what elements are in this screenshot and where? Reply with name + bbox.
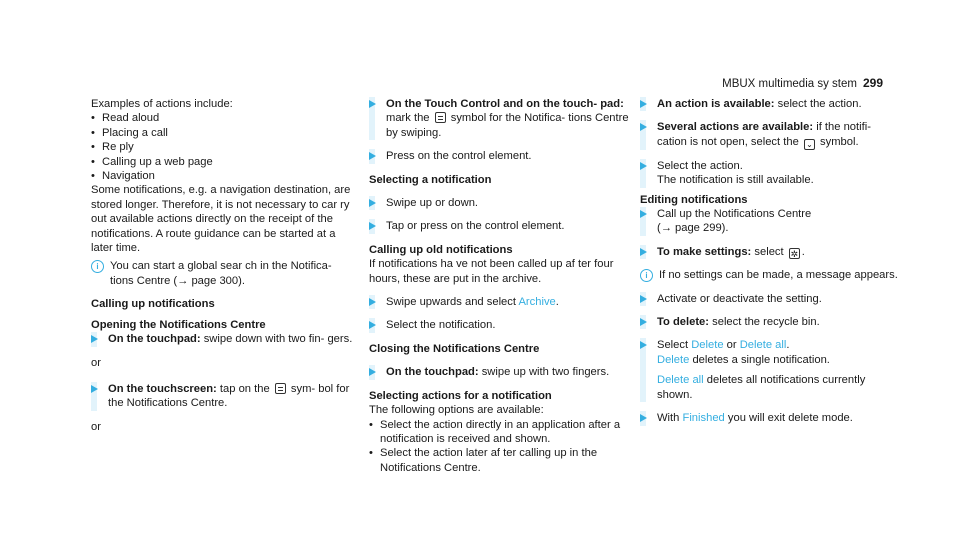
step: Several actions are available: if the notifi- cation is not open, select the ⌄ symbol. <box>640 120 902 149</box>
step: Select the action. The notification is still available. <box>640 159 902 188</box>
delete-all-link[interactable]: Delete all <box>739 339 787 352</box>
page-number: 299 <box>862 76 883 90</box>
arrow-icon <box>640 341 647 349</box>
paragraph: Some notifications, e.g. a navigation destination, are stored longer. Therefore, it is not necessary to car ry out available actions directly on the receipt of the notifications. A route guidance can be started at a later time. <box>91 184 351 255</box>
notifications-icon <box>435 112 446 123</box>
arrow-icon <box>369 100 376 108</box>
arrow-icon <box>640 210 647 218</box>
step: Activate or deactivate the setting. <box>640 292 902 306</box>
or-text: or <box>91 420 101 433</box>
heading-select: Selecting a notification <box>369 173 492 186</box>
delete-link[interactable]: Delete <box>691 339 724 352</box>
notifications-icon <box>275 383 286 394</box>
step: To make settings: select ✲ . <box>640 245 902 259</box>
arrow-icon <box>640 295 647 303</box>
note: i You can start a global sear ch in the Notifica- tions Centre (→ page 300). <box>91 259 353 288</box>
paragraph: If notifications ha ve not been called up af ter four hours, these are put in the archive. <box>369 258 614 285</box>
step: Swipe up or down. <box>369 196 631 210</box>
list-item: • Placing a call <box>91 126 353 140</box>
list-item: • Select the action later af ter calling up in the Notifications Centre. <box>369 446 631 475</box>
step: On the touchpad: swipe up with two fingers. <box>369 365 631 379</box>
arrow-icon <box>91 385 98 393</box>
list-item: • Re ply <box>91 140 353 154</box>
arrow-icon <box>640 318 647 326</box>
info-icon: i <box>91 260 104 273</box>
arrow-icon <box>91 335 98 343</box>
delete-all-link[interactable]: Delete all <box>657 374 704 387</box>
step: Call up the Notifications Centre (→ page 299). <box>640 207 902 236</box>
list-item: • Read aloud <box>91 111 353 125</box>
arrow-icon <box>369 368 376 376</box>
step: Select the notification. <box>369 318 631 332</box>
heading-edit: Editing notifications <box>640 193 748 206</box>
column-2 <box>369 97 631 475</box>
heading-closing: Closing the Notifications Centre <box>369 342 540 355</box>
column-3 <box>640 97 902 435</box>
arrow-icon <box>640 248 647 256</box>
or-text: or <box>91 356 101 369</box>
step: An action is available: select the action. <box>640 97 902 111</box>
heading-actions: Selecting actions for a notification <box>369 389 552 402</box>
arrow-icon <box>369 152 376 160</box>
info-icon: i <box>640 269 653 282</box>
list-item: • Calling up a web page <box>91 155 353 169</box>
step: Tap or press on the control element. <box>369 219 631 233</box>
arrow-icon <box>369 298 376 306</box>
arrow-icon <box>640 100 647 108</box>
list-item: • Select the action directly in an application after a notification is received and shown. <box>369 418 631 447</box>
arrow-icon <box>640 414 647 422</box>
arrow-icon <box>369 199 376 207</box>
arrow-icon <box>640 123 647 131</box>
heading-calling: Calling up notifications <box>91 298 215 311</box>
heading-old: Calling up old notifications <box>369 243 513 256</box>
step: On the touchscreen: tap on the sym- bol for the Notifications Centre. <box>91 382 353 411</box>
step: Select Delete or Delete all. Delete deletes a single notification. Delete all deletes all notifications currently shown. <box>640 338 902 402</box>
step: With Finished you will exit delete mode. <box>640 411 902 425</box>
arrow-icon <box>369 222 376 230</box>
arrow-icon <box>640 162 647 170</box>
intro-text: Examples of actions include: <box>91 98 233 110</box>
paragraph: The following options are available: <box>369 404 544 417</box>
step: On the touchpad: swipe down with two fin- gers. <box>91 332 353 346</box>
delete-link[interactable]: Delete <box>657 353 690 366</box>
step: To delete: select the recycle bin. <box>640 315 902 329</box>
settings-icon: ✲ <box>790 248 799 259</box>
note: i If no settings can be made, a message appears. <box>640 268 902 282</box>
step: Press on the control element. <box>369 149 631 163</box>
heading-opening: Opening the Notifications Centre <box>91 318 266 331</box>
step: Swipe upwards and select Archive. <box>369 295 631 309</box>
list-item: • Navigation <box>91 169 353 183</box>
archive-link[interactable]: Archive <box>518 296 556 309</box>
finished-link[interactable]: Finished <box>682 412 725 425</box>
column-1 <box>91 97 353 434</box>
page-header <box>722 76 883 91</box>
step: On the Touch Control and on the touch- pad: mark the symbol for the Notifica- tions Centre by swiping. <box>369 97 631 140</box>
arrow-icon <box>369 321 376 329</box>
header-title: MBUX multimedia sy stem <box>722 78 857 90</box>
chevron-down-icon: ⌄ <box>804 139 815 150</box>
